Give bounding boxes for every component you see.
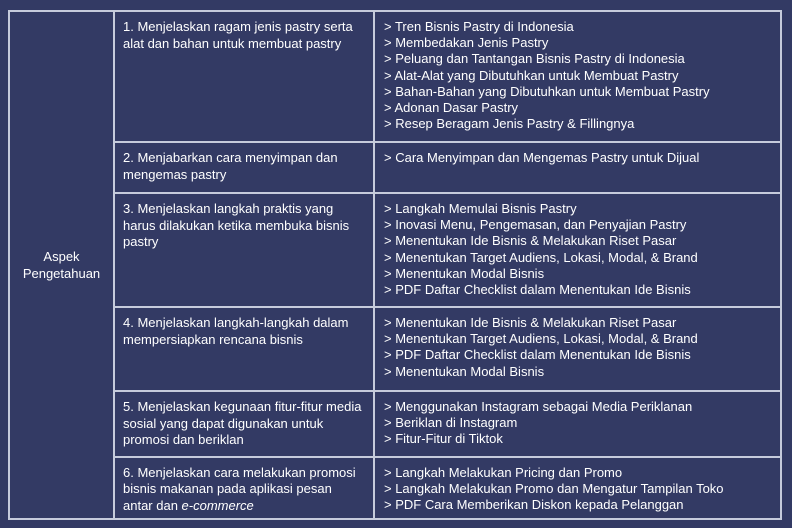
- topic-line: > Tren Bisnis Pastry di Indonesia: [384, 19, 574, 34]
- objective-italic-text: e-commerce: [181, 497, 254, 513]
- objective-text: 3. Menjelaskan langkah praktis yang harus dilakukan ketika membuka bisnis pastry: [123, 201, 350, 249]
- table-row: [115, 192, 780, 306]
- topic-line: > Bahan-Bahan yang Dibutuhkan untuk Membuat Pastry: [384, 83, 710, 99]
- table-row: [115, 141, 780, 192]
- objective-text: 4. Menjelaskan langkah-langkah dalam mempersiapkan rencana bisnis: [123, 315, 349, 347]
- objective-cell: [115, 12, 375, 141]
- topic-line: > Langkah Melakukan Promo dan Mengatur Tampilan Toko: [384, 480, 724, 496]
- topic-line: > Menentukan Modal Bisnis: [384, 363, 545, 379]
- objective-cell: [115, 392, 375, 456]
- topic-line: > Langkah Melakukan Pricing dan Promo: [384, 464, 623, 480]
- objective-cell: [115, 143, 375, 192]
- objective-text: 5. Menjelaskan kegunaan fitur-fitur media sosial yang dapat digunakan untuk promosi dan beriklan: [123, 399, 362, 447]
- topic-line: > Cara Menyimpan dan Mengemas Pastry untuk Dijual: [384, 150, 700, 165]
- learning-objectives-table: [8, 10, 782, 520]
- topics-cell: [375, 143, 780, 192]
- objective-cell: [115, 194, 375, 306]
- objective-text: 6. Menjelaskan cara melakukan promosi bisnis makanan pada aplikasi pesan antar dan: [123, 464, 356, 513]
- topics-cell: [375, 392, 780, 456]
- topic-line: > Beriklan di Instagram: [384, 415, 518, 431]
- topic-line: > Menentukan Modal Bisnis: [384, 265, 545, 281]
- topic-line: > PDF Daftar Checklist dalam Menentukan Ide Bisnis: [384, 347, 691, 363]
- topics-cell: [375, 12, 780, 141]
- table-row: [115, 390, 780, 456]
- topic-line: > Membedakan Jenis Pastry: [384, 35, 549, 51]
- topics-cell: [375, 458, 780, 519]
- objective-text: 2. Menjabarkan cara menyimpan dan mengemas pastry: [123, 150, 338, 182]
- table-row: [115, 12, 780, 141]
- topic-line: > Peluang dan Tantangan Bisnis Pastry di Indonesia: [384, 51, 685, 67]
- topic-line: > Menentukan Ide Bisnis & Melakukan Riset Pasar: [384, 233, 677, 249]
- topic-line: > Adonan Dasar Pastry: [384, 100, 519, 116]
- topic-line: > Menentukan Target Audiens, Lokasi, Modal, & Brand: [384, 331, 698, 347]
- topic-line: > Menentukan Ide Bisnis & Melakukan Riset Pasar: [384, 315, 677, 330]
- topic-line: > Alat-Alat yang Dibutuhkan untuk Membuat Pastry: [384, 67, 679, 83]
- topic-line: > Inovasi Menu, Pengemasan, dan Penyajian Pastry: [384, 217, 687, 233]
- topics-cell: [375, 308, 780, 390]
- table-row: [115, 306, 780, 390]
- topic-line: > Resep Beragam Jenis Pastry & Fillingnya: [384, 116, 635, 132]
- topic-line: > PDF Daftar Checklist dalam Menentukan Ide Bisnis: [384, 282, 691, 298]
- topics-cell: [375, 194, 780, 306]
- objective-cell: [115, 308, 375, 390]
- table-rows: [115, 12, 780, 518]
- topic-line: > Fitur-Fitur di Tiktok: [384, 431, 503, 447]
- topic-line: > Langkah Memulai Bisnis Pastry: [384, 201, 577, 216]
- table-row: [115, 456, 780, 519]
- row-group-header: Aspek Pengetahuan: [10, 12, 115, 518]
- topic-line: > PDF Cara Memberikan Diskon kepada Pelanggan: [384, 496, 684, 512]
- topic-line: > Menggunakan Instagram sebagai Media Periklanan: [384, 399, 693, 414]
- objective-text: 1. Menjelaskan ragam jenis pastry serta alat dan bahan untuk membuat pastry: [123, 19, 353, 51]
- objective-cell: [115, 458, 375, 519]
- topic-line: > Menentukan Target Audiens, Lokasi, Modal, & Brand: [384, 249, 698, 265]
